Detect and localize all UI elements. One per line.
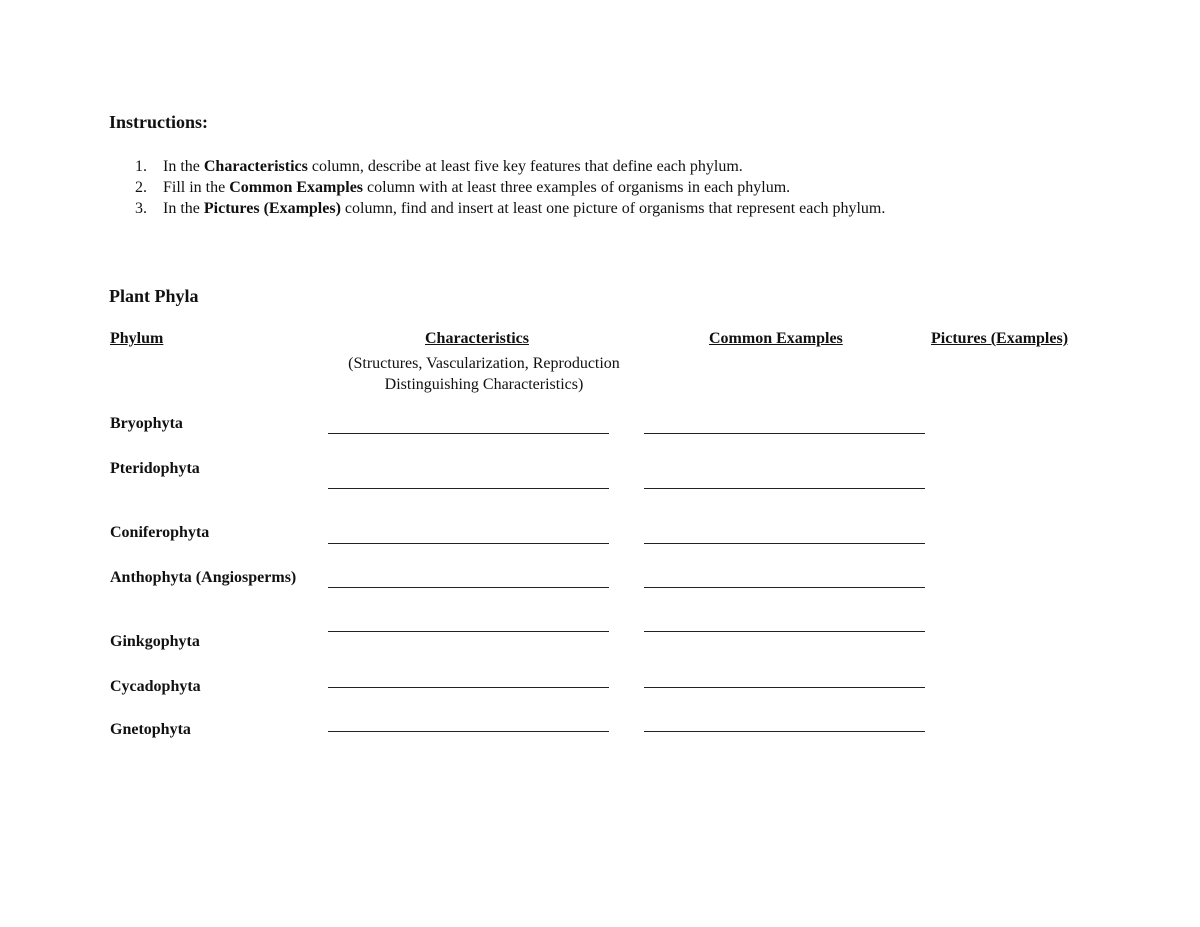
characteristics-blank-line[interactable] (328, 687, 609, 688)
examples-blank-line[interactable] (644, 687, 925, 688)
instruction-number: 2. (135, 179, 147, 196)
instruction-number: 3. (135, 200, 147, 217)
instruction-item (135, 198, 885, 219)
column-header-characteristics: Characteristics (425, 330, 529, 347)
column-header-common-examples: Common Examples (709, 330, 843, 347)
characteristics-subtitle: (Structures, Vascularization, Reproduction Distinguishing Characteristics) (348, 355, 620, 393)
phylum-label-bryophyta: Bryophyta (110, 415, 183, 432)
examples-blank-line[interactable] (644, 488, 925, 489)
characteristics-blank-line[interactable] (328, 543, 609, 544)
characteristics-blank-line[interactable] (328, 631, 609, 632)
table-title: Plant Phyla (109, 286, 199, 306)
instruction-item (135, 156, 885, 177)
examples-blank-line[interactable] (644, 731, 925, 732)
phylum-label-pteridophyta: Pteridophyta (110, 460, 200, 477)
instruction-number: 1. (135, 158, 147, 175)
column-header-phylum: Phylum (110, 330, 164, 347)
instructions-title: Instructions: (109, 112, 209, 132)
characteristics-blank-line[interactable] (328, 433, 609, 434)
examples-blank-line[interactable] (644, 631, 925, 632)
characteristics-blank-line[interactable] (328, 488, 609, 489)
phylum-label-cycadophyta: Cycadophyta (110, 678, 201, 695)
examples-blank-line[interactable] (644, 433, 925, 434)
instruction-item (135, 177, 885, 198)
instructions-list (135, 156, 885, 219)
instruction-text: In the Characteristics column, describe at least five key features that define each phylum. (163, 158, 743, 175)
instruction-text: In the Pictures (Examples) column, find and insert at least one picture of organisms that represent each phylum. (163, 200, 886, 217)
phylum-label-gnetophyta: Gnetophyta (110, 721, 191, 738)
instruction-text: Fill in the Common Examples column with at least three examples of organisms in each phylum. (163, 179, 791, 196)
examples-blank-line[interactable] (644, 587, 925, 588)
examples-blank-line[interactable] (644, 543, 925, 544)
phylum-label-ginkgophyta: Ginkgophyta (110, 633, 200, 650)
characteristics-blank-line[interactable] (328, 587, 609, 588)
characteristics-blank-line[interactable] (328, 731, 609, 732)
phylum-label-anthophyta: Anthophyta (Angiosperms) (110, 569, 297, 586)
phylum-label-coniferophyta: Coniferophyta (110, 524, 210, 541)
column-header-pictures: Pictures (Examples) (931, 330, 1069, 347)
